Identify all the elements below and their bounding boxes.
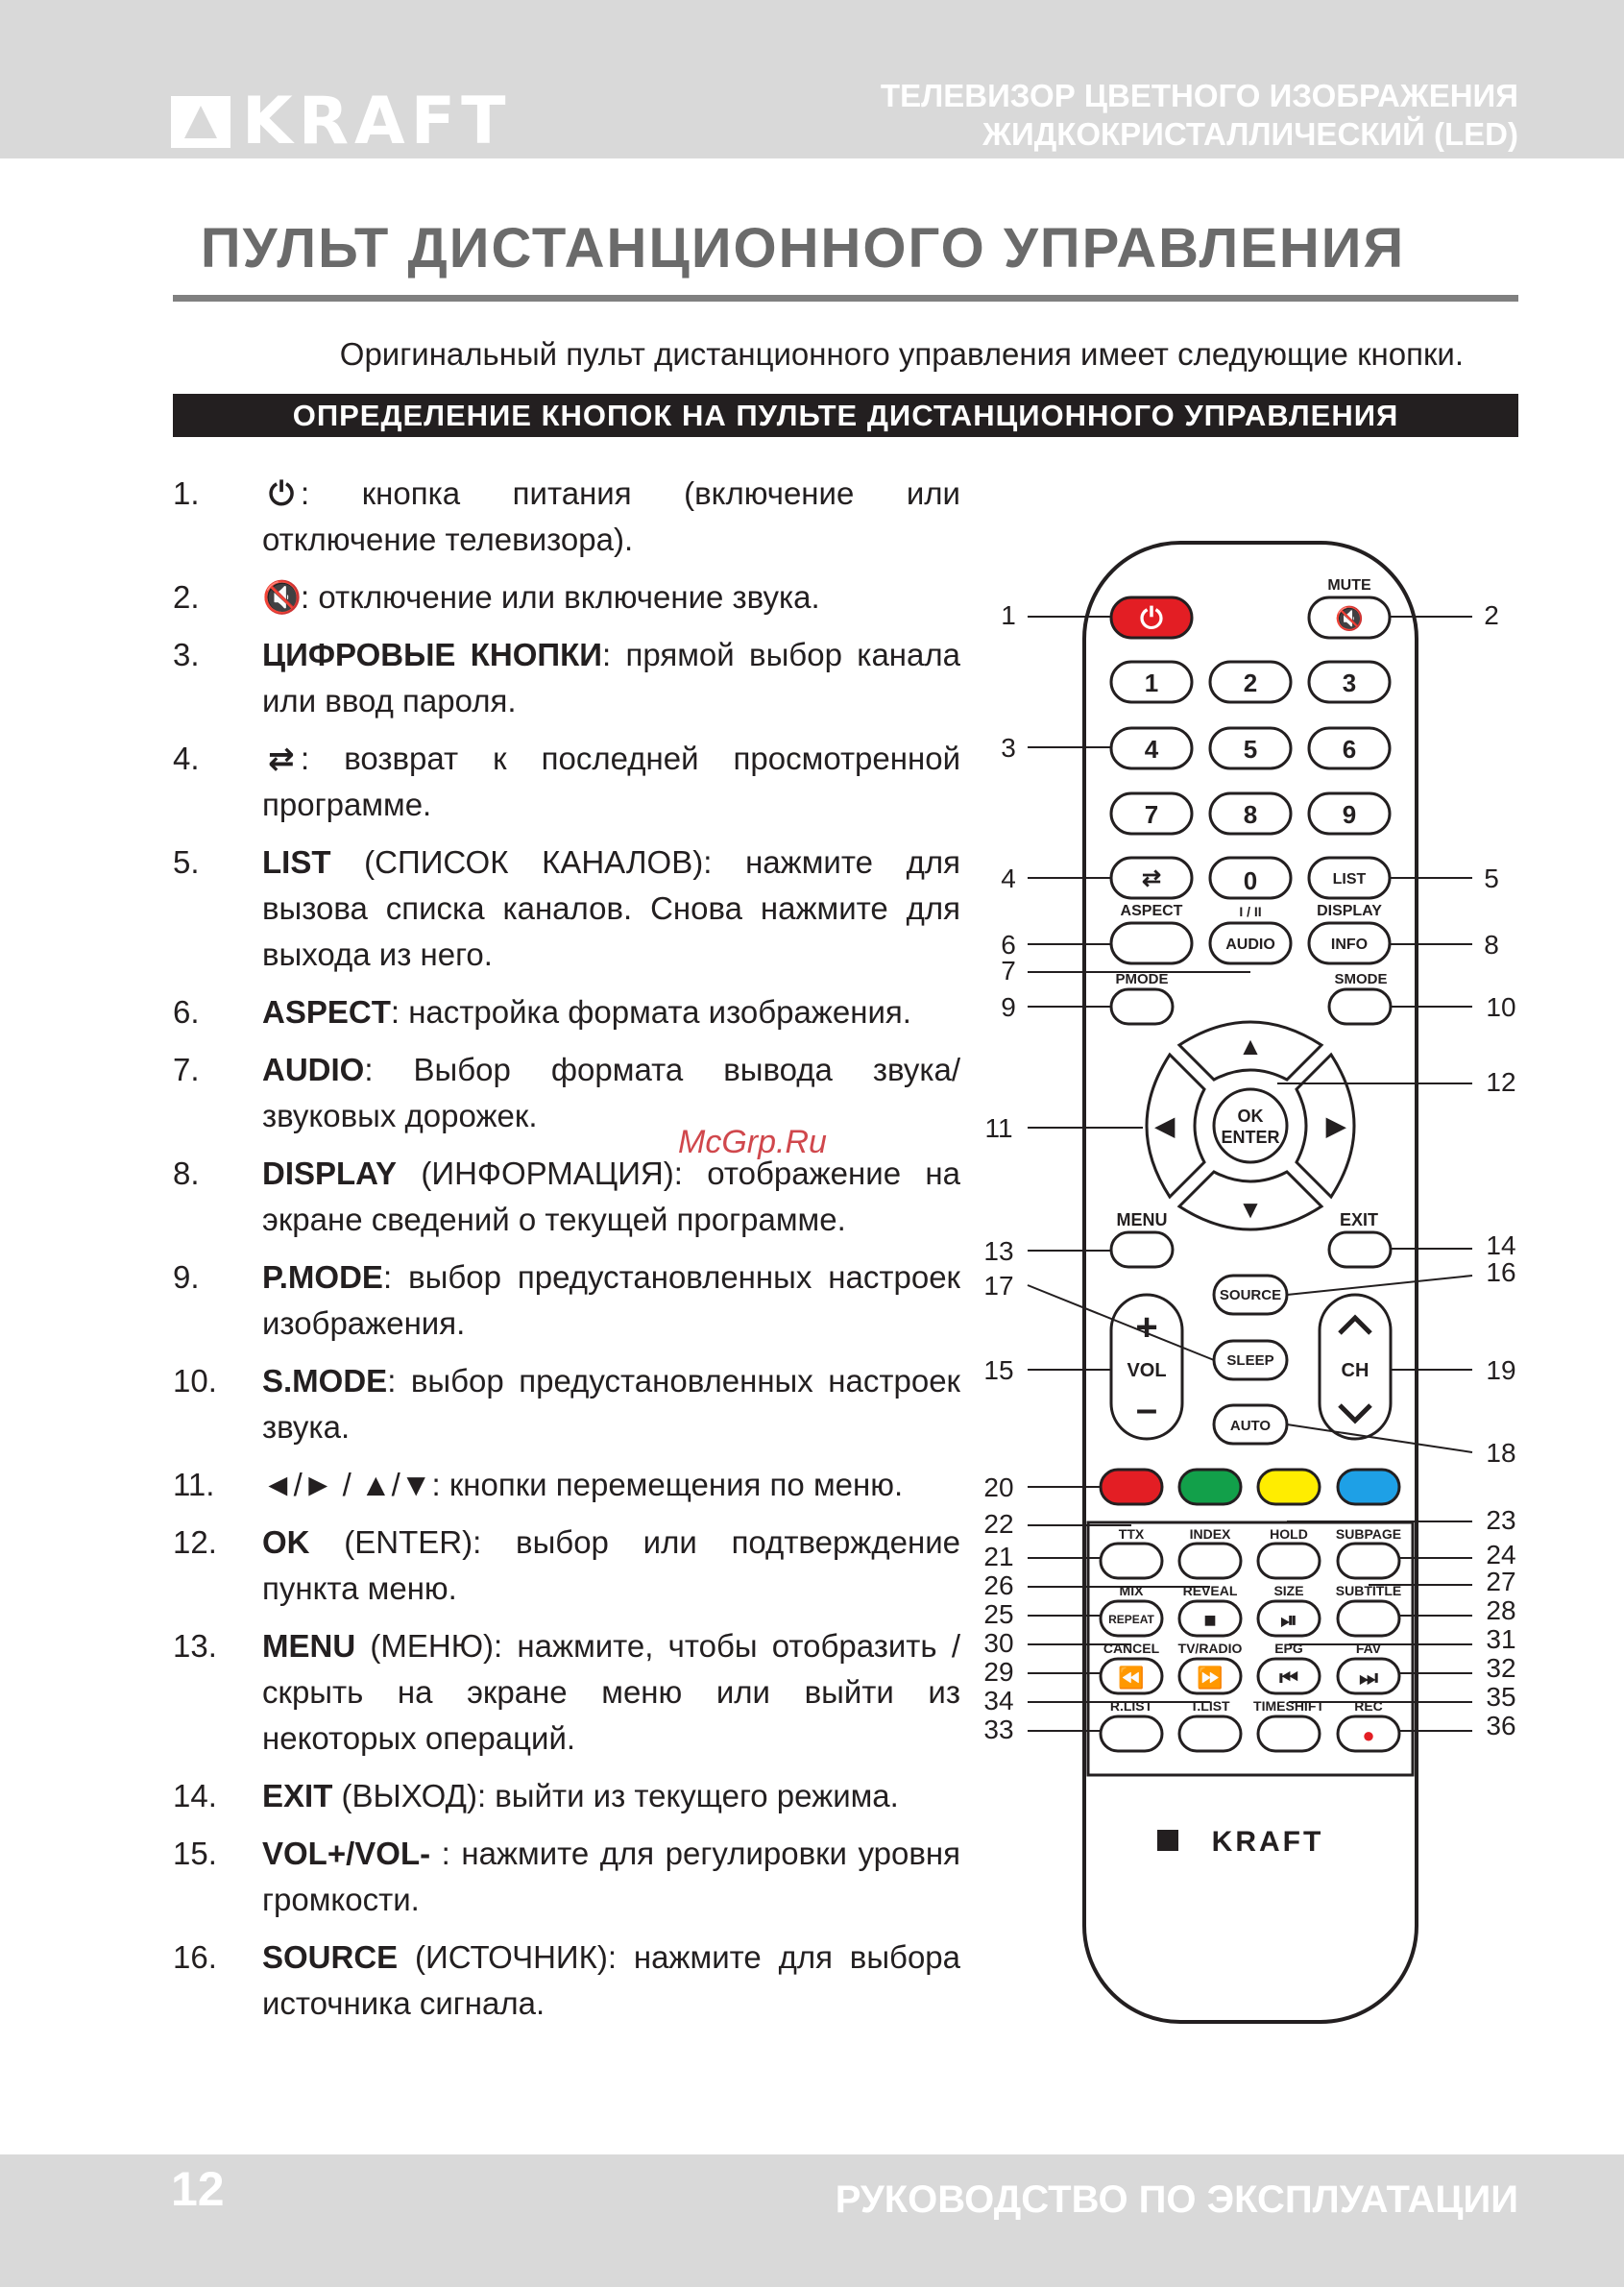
item-number: 11. — [173, 1467, 215, 1502]
item-description: ◄/► / ▲/▼: кнопки перемещения по меню. — [262, 1467, 904, 1502]
left-arrow-icon: ◀ — [1155, 1111, 1175, 1140]
item-description: : нажмите для регулировки уровня громкости. — [262, 1836, 960, 1917]
menu-button[interactable] — [1111, 1232, 1173, 1267]
function-label: REVEAL — [1182, 1583, 1238, 1598]
function-button[interactable] — [1101, 1716, 1162, 1751]
item-term: SOURCE — [262, 1939, 399, 1975]
item-glyph-icon: ⏻ — [268, 475, 295, 511]
exit-button[interactable] — [1329, 1232, 1391, 1267]
callout-number: 7 — [1001, 956, 1016, 985]
repeat-label: REPEAT — [1108, 1613, 1154, 1626]
callout-number: 13 — [983, 1236, 1014, 1266]
function-label: REC — [1354, 1698, 1383, 1714]
item-number: 9. — [173, 1259, 200, 1295]
item-term: VOL+/VOL- — [262, 1836, 431, 1871]
callout-number: 32 — [1486, 1653, 1516, 1683]
remote-logo-mark-icon — [1157, 1830, 1178, 1851]
footer-title: РУКОВОДСТВО ПО ЭКСПЛУАТАЦИИ — [835, 2178, 1518, 2221]
yellow-key-button[interactable] — [1258, 1470, 1320, 1504]
function-label: T.LIST — [1190, 1698, 1230, 1714]
aspect-label: ASPECT — [1120, 903, 1183, 919]
function-label: CANCEL — [1103, 1641, 1160, 1656]
recall-icon: ⇄ — [1141, 865, 1162, 891]
callout-number: 1 — [1001, 600, 1016, 630]
function-label: FAV — [1355, 1641, 1382, 1656]
item-description: (ИСТОЧНИК): нажмите для выбора источника сигнала. — [262, 1939, 960, 2021]
callout-number: 2 — [1484, 600, 1499, 630]
function-button[interactable] — [1258, 1544, 1320, 1578]
item-term: P.MODE — [262, 1259, 383, 1295]
callout-number: 25 — [983, 1599, 1014, 1629]
callout-number: 15 — [983, 1355, 1014, 1385]
function-label: SIZE — [1273, 1583, 1304, 1598]
smode-label: SMODE — [1334, 971, 1388, 987]
digit-label: 8 — [1243, 800, 1258, 829]
function-button[interactable] — [1338, 1544, 1399, 1578]
item-description: : выбор предустановленных настроек изображения. — [262, 1259, 960, 1341]
callout-number: 21 — [983, 1542, 1014, 1571]
source-label: SOURCE — [1219, 1287, 1282, 1303]
header-line-2: ЖИДКОКРИСТАЛЛИЧЕСКИЙ (LED) — [982, 116, 1518, 152]
digit-label: 5 — [1243, 735, 1258, 764]
function-label: R.LIST — [1109, 1698, 1153, 1714]
function-label: SUBTITLE — [1335, 1583, 1402, 1598]
callout-number: 8 — [1484, 930, 1499, 960]
function-icon: ● — [1362, 1723, 1375, 1747]
item-number: 12. — [173, 1524, 217, 1560]
callout-number: 4 — [1001, 864, 1016, 893]
item-term: DISPLAY — [262, 1156, 397, 1191]
callout-number: 17 — [983, 1271, 1014, 1301]
watermark: McGrp.Ru — [678, 1124, 827, 1160]
callout-number: 36 — [1486, 1711, 1516, 1740]
digit-label: 7 — [1144, 800, 1159, 829]
function-button[interactable] — [1179, 1544, 1241, 1578]
callout-number: 30 — [983, 1628, 1014, 1658]
item-number: 2. — [173, 579, 200, 615]
menu-label: MENU — [1116, 1210, 1168, 1229]
item-term: AUDIO — [262, 1052, 365, 1087]
digit-label: 4 — [1144, 735, 1159, 764]
item-number: 16. — [173, 1939, 217, 1975]
right-arrow-icon: ▶ — [1326, 1111, 1345, 1140]
callout-number: 31 — [1486, 1624, 1516, 1654]
item-description: (СПИСОК КАНАЛОВ): нажмите для вызова списка каналов. Снова нажмите для выхода из него. — [262, 844, 960, 972]
item-number: 14. — [173, 1778, 217, 1813]
down-arrow-icon: ▼ — [1238, 1195, 1263, 1224]
callout-number: 29 — [983, 1657, 1014, 1687]
item-description: (ИНФОРМАЦИЯ): отображение на экране сведений о текущей программе. — [262, 1156, 960, 1237]
callout-number: 5 — [1484, 864, 1499, 893]
up-arrow-icon: ▲ — [1238, 1032, 1263, 1060]
page-title: ПУЛЬТ ДИСТАНЦИОННОГО УПРАВЛЕНИЯ — [200, 217, 1406, 280]
callout-number: 18 — [1486, 1438, 1516, 1468]
item-description: : Выбор формата вывода звука/звуковых дорожек. — [262, 1052, 960, 1133]
remote-brand: KRAFT — [1211, 1826, 1324, 1858]
digit-label: 3 — [1342, 669, 1357, 697]
page-number: 12 — [171, 2162, 225, 2216]
function-label: SUBPAGE — [1335, 1526, 1402, 1542]
function-button[interactable] — [1338, 1601, 1399, 1636]
function-label: EPG — [1274, 1641, 1303, 1656]
list-label: LIST — [1332, 871, 1367, 888]
callout-number: 16 — [1486, 1257, 1516, 1287]
item-term: ASPECT — [262, 994, 391, 1030]
smode-button[interactable] — [1329, 989, 1391, 1024]
function-icon: ⏮ — [1279, 1666, 1298, 1690]
green-key-button[interactable] — [1179, 1470, 1241, 1504]
item-number: 13. — [173, 1628, 217, 1664]
function-icon: ■ — [1203, 1608, 1217, 1632]
item-term: OK — [262, 1524, 310, 1560]
item-glyph-icon: ⇄ — [268, 741, 295, 776]
item-number: 1. — [173, 475, 200, 511]
digit-label: 1 — [1144, 669, 1159, 697]
item-number: 8. — [173, 1156, 200, 1191]
function-icon: ⏩ — [1197, 1666, 1224, 1690]
function-button[interactable] — [1179, 1716, 1241, 1751]
blue-key-button[interactable] — [1338, 1470, 1399, 1504]
auto-label: AUTO — [1229, 1418, 1272, 1434]
vol-minus-icon: – — [1135, 1388, 1158, 1430]
section-banner: ОПРЕДЕЛЕНИЕ КНОПОК НА ПУЛЬТЕ ДИСТАНЦИОННОГО УПРАВЛЕНИЯ — [173, 394, 1518, 437]
item-term: LIST — [262, 844, 331, 880]
pmode-button[interactable] — [1111, 989, 1173, 1024]
ch-label: CH — [1341, 1360, 1369, 1381]
item-term: MENU — [262, 1628, 356, 1664]
item-description: : кнопка питания (включение или отключение телевизора). — [262, 475, 960, 557]
power-icon: ⏻ — [1140, 603, 1163, 635]
aspect-button[interactable] — [1111, 923, 1192, 963]
function-label: MIX — [1119, 1583, 1144, 1598]
item-description: (МЕНЮ): нажмите, чтобы отобразить / скрыть на экране меню или выйти из некоторых операций. — [262, 1628, 960, 1756]
callout-number: 10 — [1486, 992, 1516, 1022]
item-number: 15. — [173, 1836, 217, 1871]
item-term: EXIT — [262, 1778, 333, 1813]
audio-label: AUDIO — [1225, 937, 1275, 953]
digit-label: 9 — [1342, 800, 1357, 829]
digit-0-label: 0 — [1243, 866, 1258, 895]
callout-number: 22 — [983, 1509, 1014, 1539]
digit-label: 2 — [1243, 669, 1258, 697]
callout-number: 27 — [1486, 1567, 1516, 1596]
pmode-label: PMODE — [1115, 971, 1169, 987]
function-label: TTX — [1118, 1526, 1145, 1542]
digit-label: 6 — [1342, 735, 1357, 764]
exit-label: EXIT — [1339, 1210, 1379, 1229]
callout-number: 28 — [1486, 1595, 1516, 1625]
function-icon: ⏯ — [1280, 1608, 1297, 1632]
item-number: 10. — [173, 1363, 217, 1399]
item-description: : выбор предустановленных настроек звука. — [262, 1363, 960, 1445]
item-number: 6. — [173, 994, 200, 1030]
item-glyph-icon: 🔇 — [262, 579, 303, 615]
callout-number: 14 — [1486, 1230, 1516, 1260]
enter-label: ENTER — [1221, 1128, 1280, 1147]
item-description: : настройка формата изображения. — [390, 994, 911, 1030]
function-label: INDEX — [1189, 1526, 1231, 1542]
item-description: (ENTER): выбор или подтверждение пункта меню. — [262, 1524, 960, 1606]
item-description: (ВЫХОД): выйти из текущего режима. — [332, 1778, 899, 1813]
callout-number: 26 — [983, 1570, 1014, 1600]
callout-number: 23 — [1486, 1505, 1516, 1535]
intro-text: Оригинальный пульт дистанционного управления имеет следующие кнопки. — [339, 336, 1464, 372]
info-label: INFO — [1330, 937, 1369, 953]
callout-number: 9 — [1001, 992, 1016, 1022]
ok-button[interactable] — [1214, 1089, 1287, 1162]
header-line-1: ТЕЛЕВИЗОР ЦВЕТНОГО ИЗОБРАЖЕНИЯ — [880, 78, 1518, 113]
function-label: HOLD — [1270, 1526, 1308, 1542]
callout-number: 6 — [1001, 930, 1016, 960]
item-description: : возврат к последней просмотренной программе. — [262, 741, 960, 822]
red-key-button[interactable] — [1101, 1470, 1162, 1504]
callout-number: 11 — [984, 1113, 1013, 1143]
function-label: TV/RADIO — [1177, 1641, 1243, 1656]
callout-number: 33 — [983, 1715, 1014, 1744]
callout-number: 35 — [1486, 1682, 1516, 1712]
callout-number: 19 — [1486, 1355, 1516, 1385]
vol-label: VOL — [1127, 1360, 1167, 1381]
callout-number: 24 — [1486, 1540, 1516, 1569]
ok-label: OK — [1237, 1107, 1264, 1126]
function-label: TIMESHIFT — [1253, 1698, 1324, 1714]
mute-icon: 🔇 — [1335, 606, 1364, 632]
item-description: : прямой выбор канала или ввод пароля. — [262, 637, 960, 718]
function-button[interactable] — [1258, 1716, 1320, 1751]
item-term: ЦИФРОВЫЕ КНОПКИ — [262, 637, 602, 672]
zero-sub-label: I / II — [1239, 904, 1262, 919]
item-number: 4. — [173, 741, 200, 776]
item-term: S.MODE — [262, 1363, 388, 1399]
item-description: : отключение или включение звука. — [301, 579, 820, 615]
callout-number: 34 — [983, 1686, 1014, 1715]
vol-plus-icon: + — [1135, 1306, 1158, 1349]
logo-text: KRAFT — [242, 84, 512, 159]
item-number: 7. — [173, 1052, 200, 1087]
item-number: 5. — [173, 844, 200, 880]
callout-number: 20 — [983, 1472, 1014, 1502]
function-icon: ⏭ — [1359, 1666, 1378, 1690]
item-number: 3. — [173, 637, 200, 672]
callout-number: 12 — [1486, 1067, 1516, 1097]
display-label: DISPLAY — [1317, 903, 1382, 919]
function-icon: ⏪ — [1118, 1666, 1145, 1690]
function-button[interactable] — [1101, 1544, 1162, 1578]
sleep-label: SLEEP — [1226, 1352, 1274, 1369]
callout-number: 3 — [1001, 733, 1016, 763]
mute-label: MUTE — [1327, 577, 1371, 594]
